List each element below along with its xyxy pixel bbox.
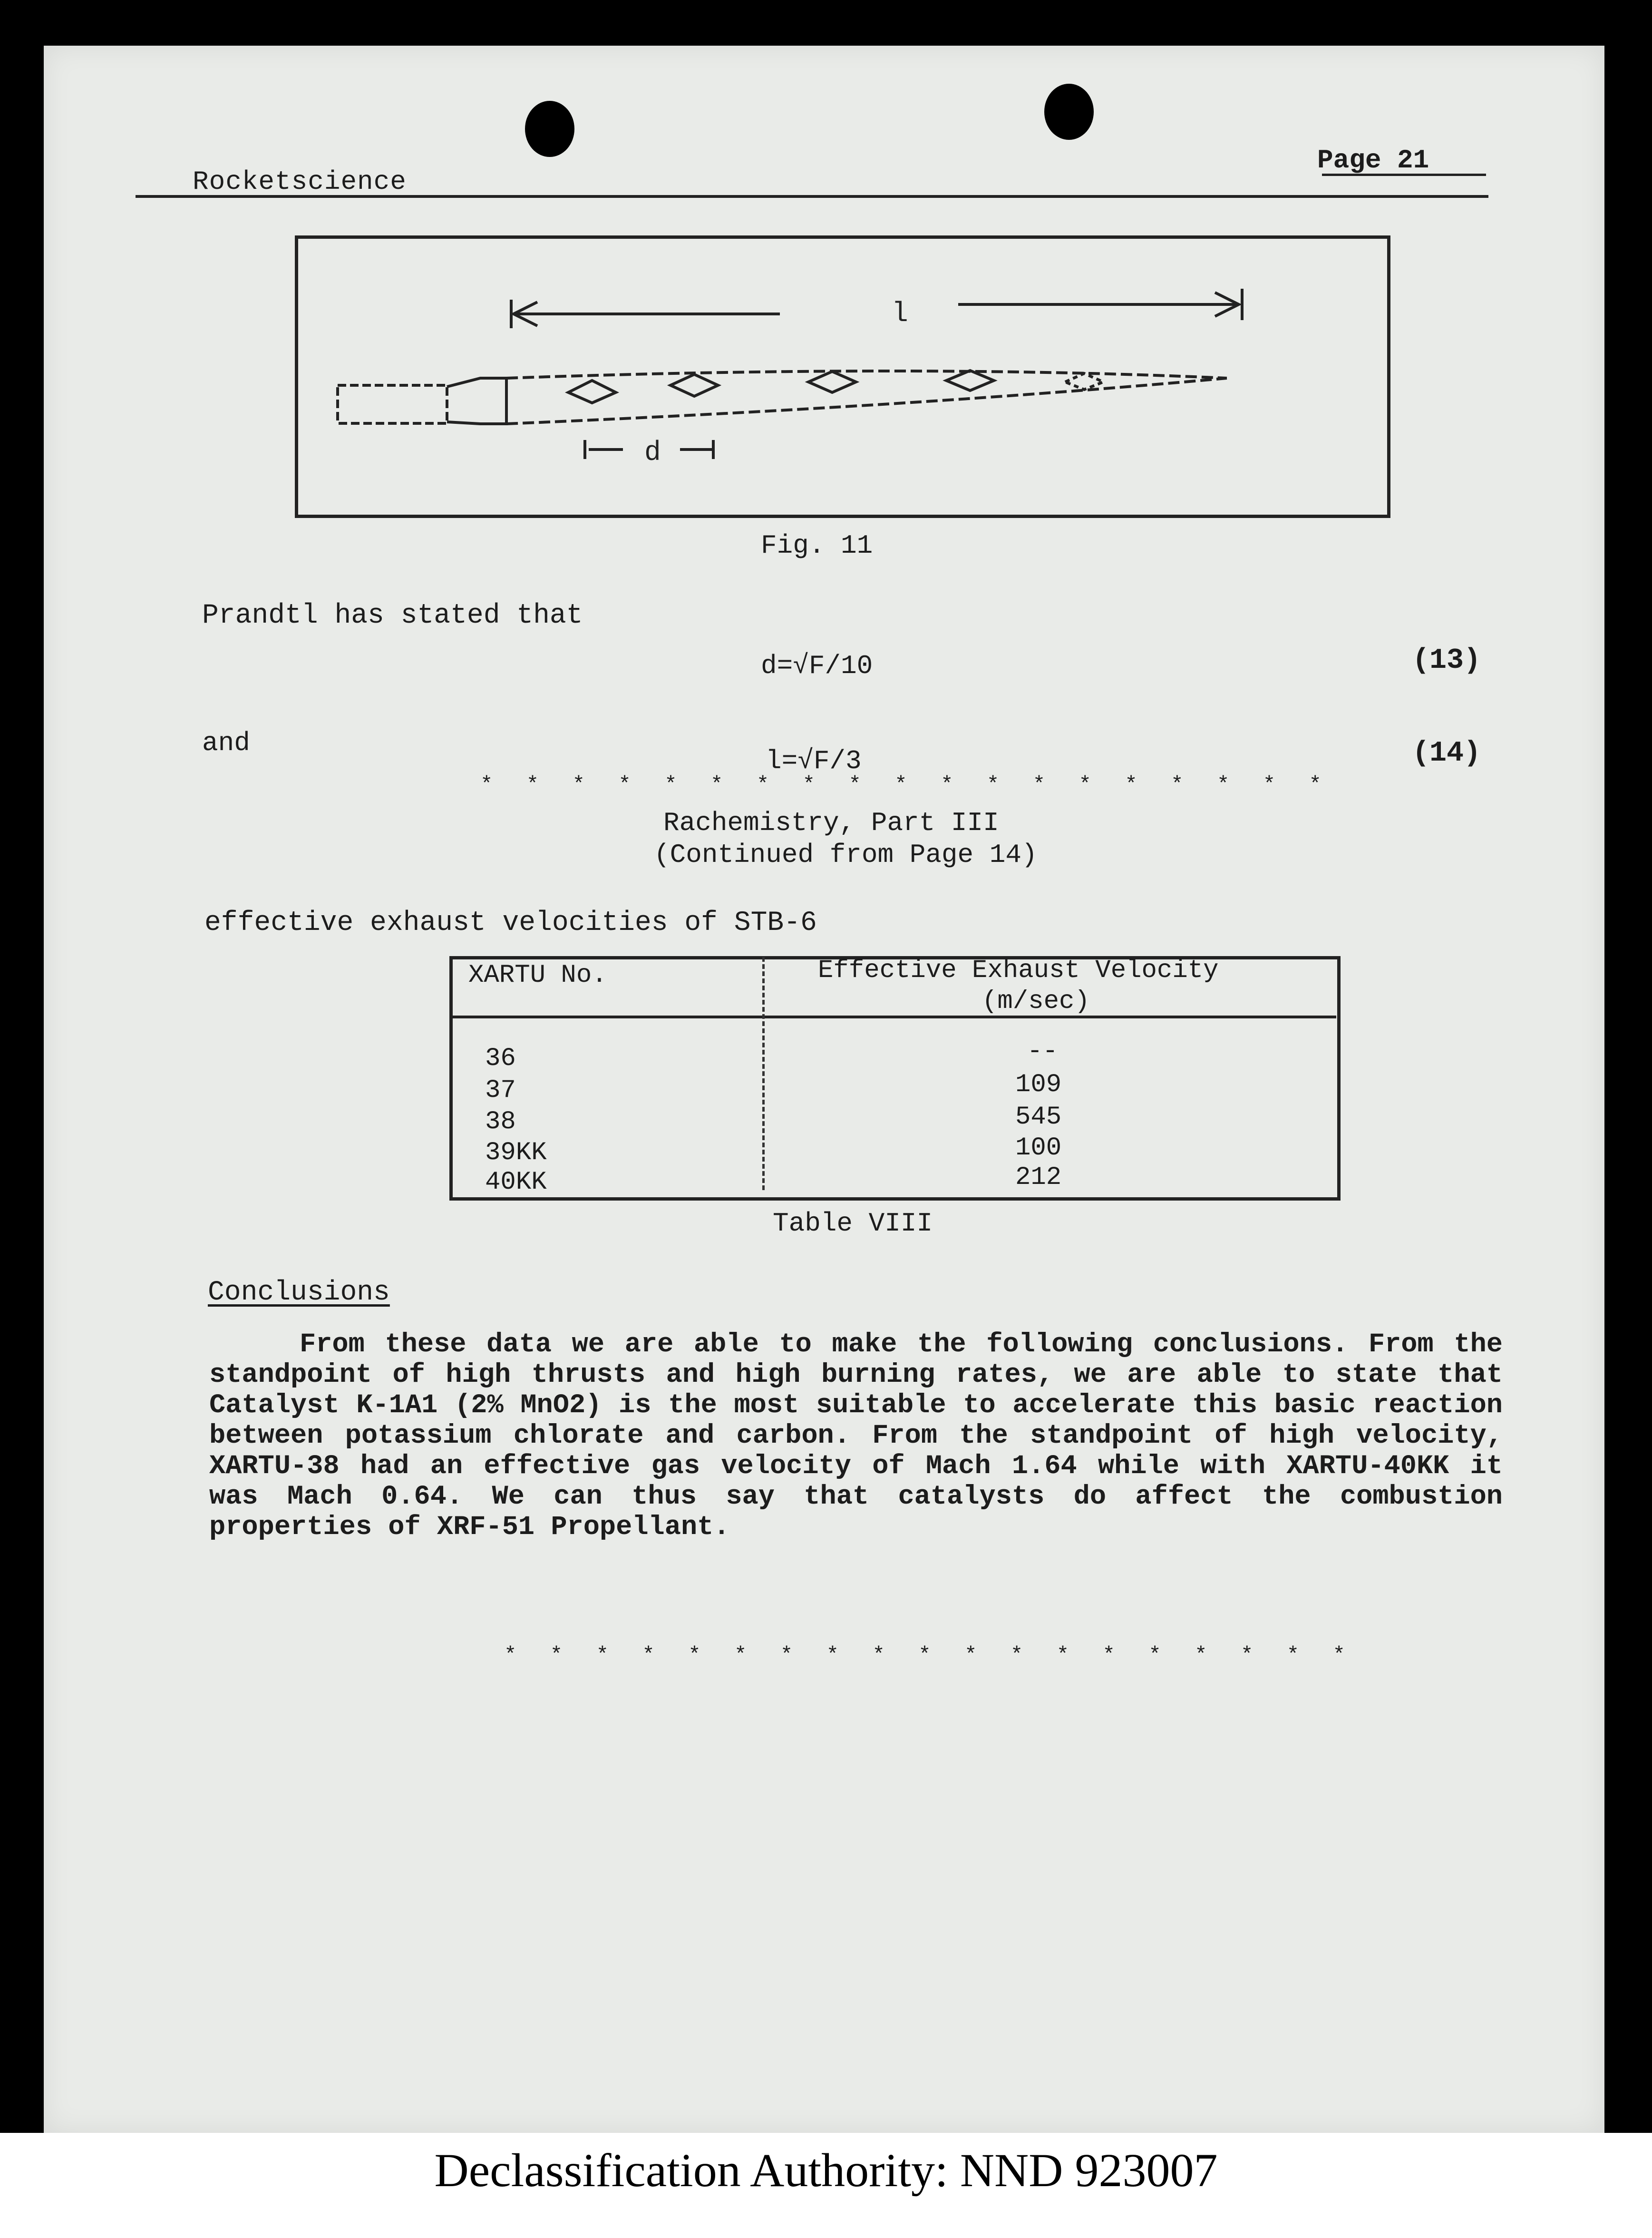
end-divider: * * * * * * * * * * * * * * * * * * * xyxy=(504,1643,1356,1667)
formula-13: d=√F/10 xyxy=(761,651,873,681)
table-cell-xartu-no: 39KK xyxy=(485,1138,547,1167)
table-header-rule xyxy=(452,1016,1336,1018)
running-head: Rocketscience xyxy=(193,166,407,197)
equation-number-14: (14) xyxy=(1412,737,1481,770)
table-cell-velocity: -- xyxy=(1027,1037,1058,1066)
table-header-velocity-unit: (m/sec) xyxy=(982,987,1090,1016)
table-intro: effective exhaust velocities of STB-6 xyxy=(204,908,817,938)
exhaust-upper-boundary xyxy=(506,371,1227,378)
punch-hole-right xyxy=(1044,84,1094,140)
header-rule xyxy=(136,195,1488,198)
shock-diamond xyxy=(1065,373,1103,390)
conclusions-paragraph: From these data we are able to make the following conclusions. From the standpoint of high thrusts and high burning rates, we are able to state that Catalyst K-1A1 (2% MnO2) is the most suitable to accelerate this basic reaction between potassium chlorate and carbon. From the standpoint of high velocity, XARTU-38 had an effective gas velocity of Mach 1.64 while with XARTU-40KK it was Mach 0.64. We can thus say that catalysts do affect the combustion properties of XRF-51 Propellant. xyxy=(209,1329,1503,1543)
table-cell-velocity: 100 xyxy=(1015,1134,1062,1163)
rocket-nozzle xyxy=(447,378,506,424)
table-cell-velocity: 109 xyxy=(1015,1070,1062,1099)
table-header-xartu-no: XARTU No. xyxy=(468,961,607,990)
table-cell-velocity: 545 xyxy=(1015,1103,1062,1132)
shock-diamond xyxy=(671,374,718,396)
shock-diamond xyxy=(568,381,616,403)
diameter-label: d xyxy=(644,438,661,469)
table-header-velocity: Effective Exhaust Velocity xyxy=(818,956,1219,985)
table-caption: Table VIII xyxy=(773,1208,933,1239)
shock-diamond xyxy=(946,371,994,391)
table-cell-velocity: 212 xyxy=(1015,1163,1062,1192)
rocket-motor xyxy=(338,385,447,423)
punch-hole-left xyxy=(525,101,574,157)
velocity-table xyxy=(449,956,1341,1201)
table-cell-xartu-no: 38 xyxy=(485,1107,516,1136)
table-cell-xartu-no: 37 xyxy=(485,1076,516,1105)
shock-diamond xyxy=(808,371,856,392)
table-cell-xartu-no: 36 xyxy=(485,1044,516,1073)
rocket-diagram xyxy=(295,235,1389,516)
table-cell-xartu-no: 40KK xyxy=(485,1168,547,1197)
table-column-rule xyxy=(762,957,765,1190)
page-number-underline xyxy=(1322,174,1486,176)
section-subtitle: (Continued from Page 14) xyxy=(654,840,1038,870)
formula-14: l=√F/3 xyxy=(766,746,862,776)
conclusions-heading: Conclusions xyxy=(208,1277,390,1308)
equation-connector: and xyxy=(202,728,250,758)
section-title: Rachemistry, Part III xyxy=(663,808,999,838)
page-number: Page 21 xyxy=(1317,145,1429,176)
declassification-notice: Declassification Authority: NND 923007 xyxy=(434,2144,1218,2197)
equation-intro: Prandtl has stated that xyxy=(202,600,583,631)
equation-number-13: (13) xyxy=(1412,645,1481,677)
length-label: l xyxy=(892,299,908,330)
exhaust-lower-boundary xyxy=(506,378,1227,424)
section-divider: * * * * * * * * * * * * * * * * * * * xyxy=(480,773,1332,797)
figure-caption: Fig. 11 xyxy=(761,530,873,561)
